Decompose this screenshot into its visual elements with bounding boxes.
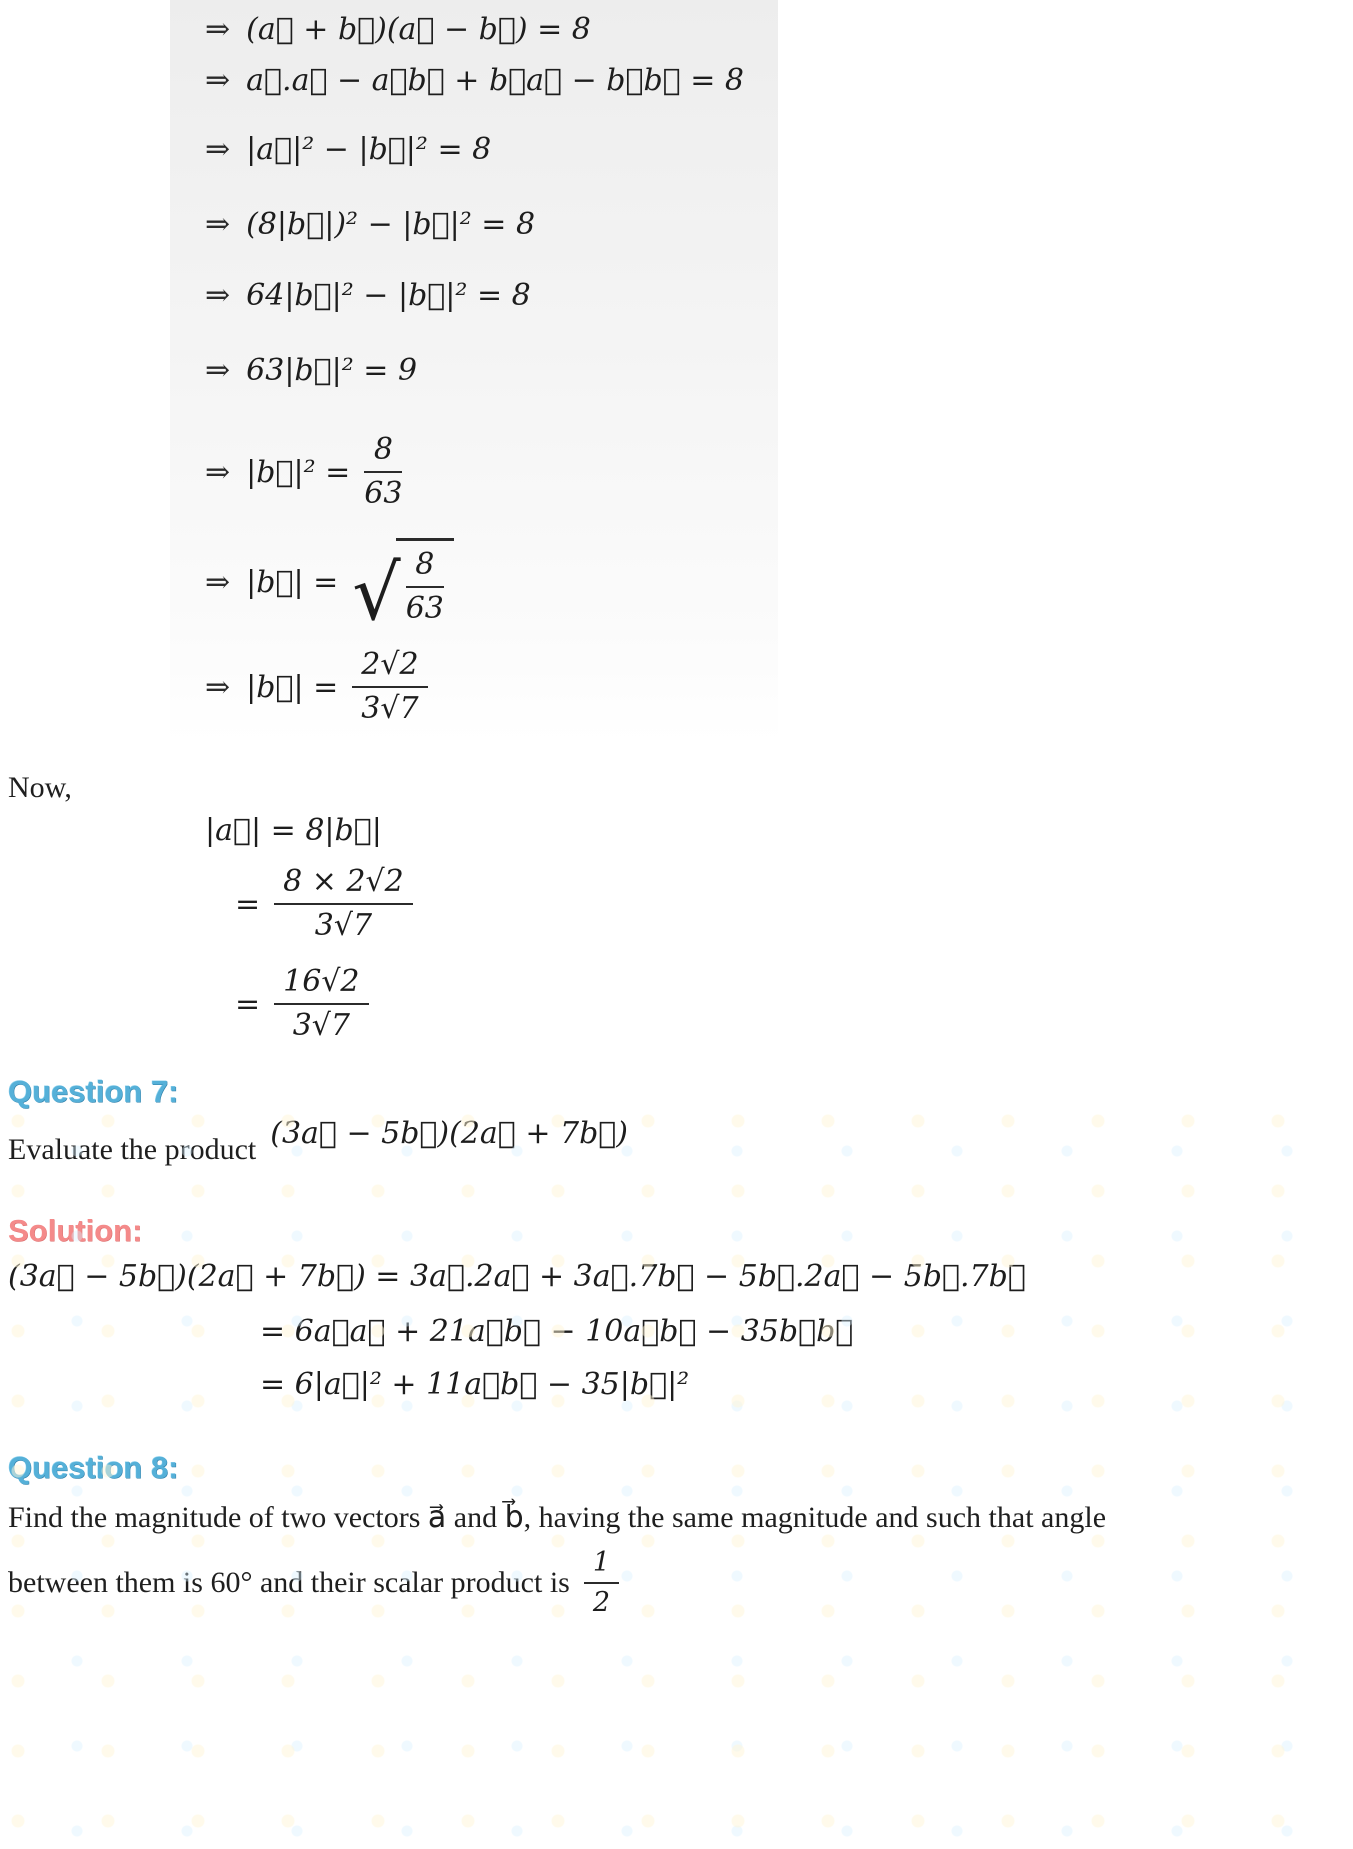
implies-symbol: ⇒ (205, 12, 231, 47)
derivation-line-7 (205, 432, 744, 512)
implies-symbol: ⇒ (205, 278, 231, 313)
question-7-prompt (8, 1116, 1353, 1167)
fraction-numerator: 8 × 2√2 (274, 864, 413, 905)
equation-text: |a⃗| = 8|b⃗| (205, 813, 382, 848)
now-equation-2 (235, 864, 1353, 944)
fraction-denominator: 3√7 (314, 908, 373, 943)
implies-symbol: ⇒ (205, 132, 231, 167)
implies-symbol: ⇒ (205, 353, 231, 388)
now-equation-1 (205, 813, 1353, 848)
equation-text: = 6|a⃗|² + 11a⃗b⃗ − 35|b⃗|² (260, 1367, 690, 1402)
question-8-text-line-1: Find the magnitude of two vectors a⃗ and b⃗, having the same magnitude and such that angle (8, 1501, 1107, 1534)
implies-symbol: ⇒ (205, 565, 231, 600)
equation-text: (a⃗ + b⃗)(a⃗ − b⃗) = 8 (246, 12, 591, 47)
question-8-heading: Question 8: (8, 1450, 179, 1485)
equals-sign: = (235, 986, 261, 1022)
implies-symbol: ⇒ (205, 63, 231, 98)
fraction-numerator: 16√2 (274, 964, 368, 1005)
derivation-line-1 (205, 12, 744, 47)
derivation-line-2 (205, 63, 744, 98)
now-block (0, 771, 1353, 1044)
fraction-denominator: 2 (592, 1587, 611, 1619)
radicand (396, 538, 454, 627)
question-7-heading: Question 7: (8, 1074, 179, 1109)
question-8-text: between them is 60° and their scalar product is (8, 1566, 570, 1600)
solution-step-1 (0, 1259, 1353, 1294)
prompt-text: Evaluate the product (8, 1133, 257, 1166)
derivation-line-6 (205, 353, 744, 388)
fraction-denominator: 63 (405, 591, 444, 626)
prompt-expression: (3a⃗ − 5b⃗)(2a⃗ + 7b⃗) (270, 1116, 629, 1151)
fraction (274, 964, 368, 1044)
fraction-denominator: 3√7 (292, 1008, 350, 1043)
radical-sign: √ (352, 547, 401, 637)
fraction-numerator: 8 (364, 432, 402, 473)
equation-text: (8|b⃗|)² − |b⃗|² = 8 (246, 207, 536, 242)
equation-text: = 6a⃗a⃗ + 21a⃗b⃗ − 10a⃗b⃗ − 35b⃗b⃗ (260, 1314, 854, 1349)
derivation-line-3 (205, 132, 744, 167)
fraction-numerator: 8 (406, 547, 444, 588)
fraction-denominator: 3√7 (361, 691, 419, 726)
equation-text: |b⃗| = (246, 565, 339, 600)
implies-symbol: ⇒ (205, 454, 231, 490)
fraction-numerator: 1 (584, 1547, 619, 1584)
fraction (352, 647, 427, 727)
fraction (584, 1547, 619, 1620)
equation-text: 64|b⃗|² − |b⃗|² = 8 (246, 278, 531, 313)
equals-sign: = (235, 886, 261, 922)
fraction (274, 864, 413, 944)
fraction-denominator: 63 (364, 476, 403, 511)
fraction-numerator: 2√2 (352, 647, 427, 688)
derivation-line-5 (205, 278, 744, 313)
equation-text: (3a⃗ − 5b⃗)(2a⃗ + 7b⃗) = 3a⃗.2a⃗ + 3a⃗.7b⃗ − 5b⃗.2a⃗ − 5b⃗.7b⃗ (8, 1259, 1026, 1294)
question-7-section (0, 1074, 1353, 1402)
derivation-line-9 (205, 647, 744, 727)
solution-step-2 (260, 1314, 1353, 1349)
solution-heading: Solution: (8, 1213, 143, 1248)
implies-symbol: ⇒ (205, 207, 231, 242)
equation-text: 63|b⃗|² = 9 (246, 353, 418, 388)
derivation-block (170, 0, 778, 743)
equation-text: |b⃗| = (246, 669, 339, 705)
equation-text: a⃗.a⃗ − a⃗b⃗ + b⃗a⃗ − b⃗b⃗ = 8 (246, 63, 744, 98)
equation-text: |b⃗|² = (246, 454, 351, 490)
equation-text: |a⃗|² − |b⃗|² = 8 (246, 132, 492, 167)
implies-symbol: ⇒ (205, 669, 231, 705)
question-8-text-line-2 (8, 1547, 1353, 1620)
now-equation-3 (235, 964, 1353, 1044)
question-8-section (0, 1450, 1353, 1620)
now-label: Now, (8, 771, 72, 804)
fraction (364, 432, 402, 512)
fraction (406, 547, 444, 627)
square-root (352, 538, 454, 637)
derivation-line-4 (205, 207, 744, 242)
solution-step-3 (260, 1367, 1353, 1402)
derivation-line-8 (205, 538, 744, 637)
